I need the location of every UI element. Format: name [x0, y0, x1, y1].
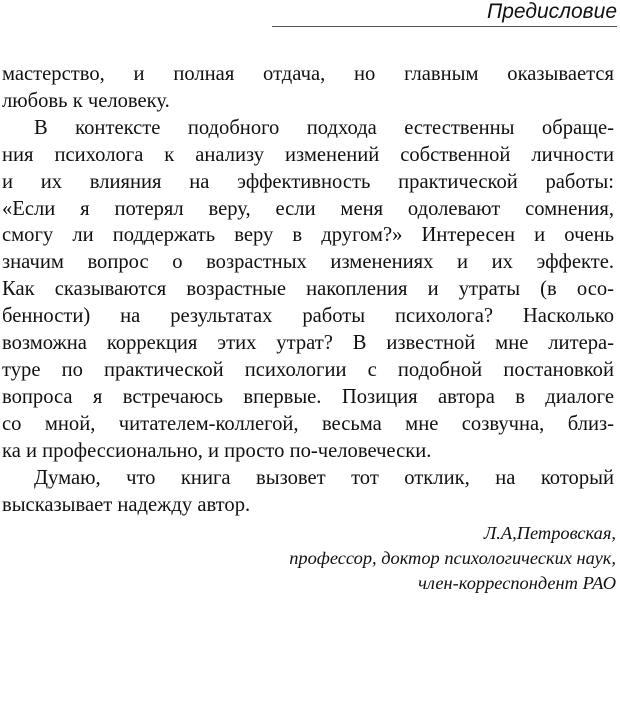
text-line: Думаю, что книга вызовет тот отклик, на который	[34, 466, 614, 489]
text-line: со мной, читателем-коллегой, весьма мне созвучна, близ-	[2, 412, 614, 435]
signature-name: Л.А,Петровская,	[483, 523, 616, 543]
signature-membership: член-корреспондент РАО	[418, 573, 616, 594]
paragraph-3	[2, 465, 614, 519]
signature-title: профессор, доктор психологических наук,	[289, 548, 616, 569]
header-rule	[272, 26, 617, 27]
text-line: и их влияния на эффективность практической работы:	[2, 170, 614, 193]
text-line: ния психолога к анализу изменений собственной личности	[2, 143, 614, 166]
text-line: смогу ли поддержать веру в другом?» Интересен и очень	[2, 224, 614, 247]
paragraph-1	[2, 61, 614, 115]
text-line: «Если я потерял веру, если меня одолевают сомнения,	[2, 197, 614, 220]
text-line: туре по практической психологии с подобной постановкой	[2, 358, 614, 381]
text-line: бенности) на результатах работы психолога? Насколько	[2, 305, 614, 328]
signature-block	[16, 521, 616, 597]
running-header	[272, 0, 617, 27]
text-line: возможна коррекция этих утрат? В известной мне литера-	[2, 332, 614, 355]
header-title: Предисловие	[487, 0, 617, 23]
text-line: любовь к человеку.	[2, 89, 170, 112]
text-line: высказывает надежду автор.	[2, 493, 251, 516]
text-line: мастерство, и полная отдача, но главным оказывается	[2, 63, 614, 85]
text-line: значим вопрос о возрастных изменениях и их эффекте.	[2, 251, 614, 274]
paragraph-2	[2, 115, 614, 465]
text-line: Как сказываются возрастные накопления и утраты (в осо-	[2, 278, 614, 301]
text-line: В контексте подобного подхода естественны обраще-	[34, 116, 614, 139]
body-text	[2, 61, 614, 518]
text-line: ка и профессионально, и просто по-человечески.	[2, 439, 432, 462]
text-line: вопроса я встречаюсь впервые. Позиция автора в диалоге	[2, 385, 614, 408]
